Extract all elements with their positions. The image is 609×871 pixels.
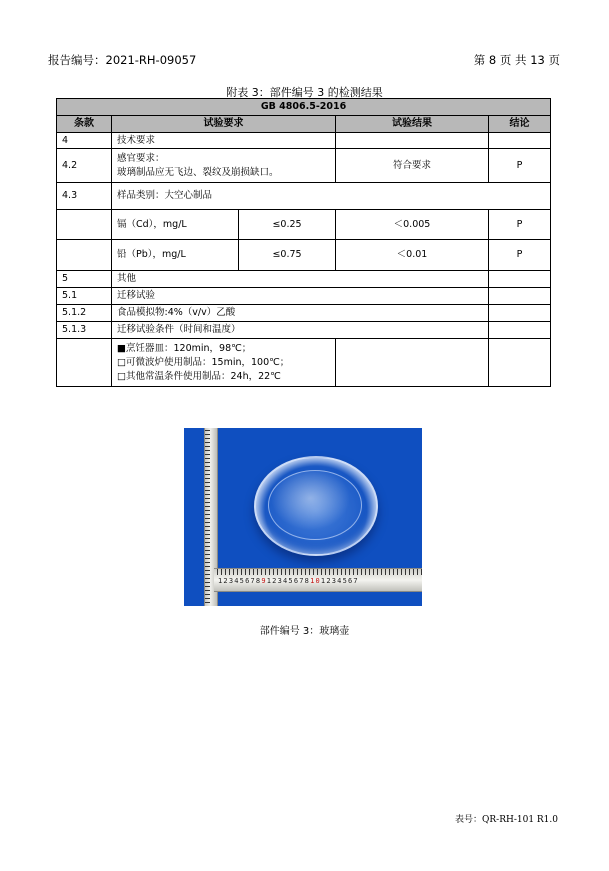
requirement-cell: 迁移试验条件（时间和温度）: [112, 322, 489, 339]
verdict-cell: [489, 133, 551, 149]
horizontal-ruler: [214, 568, 422, 592]
verdict-cell: [489, 339, 551, 387]
limit-cell: ≤0.25: [239, 210, 336, 240]
page-header: [48, 52, 560, 68]
standard-row: [57, 99, 551, 116]
requirement-line: 玻璃制品应无飞边、裂纹及崩损缺口。: [117, 166, 279, 178]
limit-cell: ≤0.75: [239, 240, 336, 271]
requirement-cell: 技术要求: [112, 133, 336, 149]
item-cell: 镉（Cd），mg/L: [112, 210, 239, 240]
col-clause: 条款: [57, 116, 112, 133]
col-result: 试验结果: [336, 116, 489, 133]
table-row: [57, 183, 551, 210]
table-caption: 附表 3：部件编号 3 的检测结果: [226, 86, 383, 99]
report-number: 报告编号：2021-RH-09057: [48, 53, 197, 67]
table-row: [57, 339, 551, 387]
table-row: [57, 322, 551, 339]
verdict-cell: [489, 288, 551, 305]
clause-cell: [57, 210, 112, 240]
conditions-cell: [112, 339, 336, 387]
condition-microwave: □可微波炉使用制品：15min，100℃；: [117, 356, 290, 368]
table-row: [57, 305, 551, 322]
result-cell: [336, 339, 489, 387]
sample-photo: [184, 428, 422, 606]
item-cell: 铅（Pb），mg/L: [112, 240, 239, 271]
clause-cell: 5.1: [57, 288, 112, 305]
results-table: [56, 98, 551, 387]
clause-cell: 5.1.2: [57, 305, 112, 322]
verdict-cell: P: [489, 240, 551, 271]
verdict-cell: [489, 271, 551, 288]
result-cell: 符合要求: [336, 149, 489, 183]
standard-title: GB 4806.5-2016: [57, 99, 551, 116]
photo-caption: 部件编号 3：玻璃壶: [259, 626, 350, 637]
verdict-cell: [489, 305, 551, 322]
requirement-cell: 样品类别：大空心制品: [112, 183, 551, 210]
clause-cell: 4.3: [57, 183, 112, 210]
condition-cooking: ■烹饪器皿：120min，98℃；: [117, 342, 252, 354]
result-cell: ＜0.01: [336, 240, 489, 271]
clause-cell: 4: [57, 133, 112, 149]
result-cell: ＜0.005: [336, 210, 489, 240]
result-cell: [336, 133, 489, 149]
table-row: [57, 149, 551, 183]
form-number: 表号：QR-RH-101 R1.0: [455, 815, 558, 825]
requirement-cell: 其他: [112, 271, 489, 288]
clause-cell: [57, 240, 112, 271]
condition-room-temp: □其他常温条件使用制品：24h，22℃: [117, 370, 281, 382]
clause-cell: 4.2: [57, 149, 112, 183]
table-row: [57, 210, 551, 240]
col-verdict: 结论: [489, 116, 551, 133]
table-row: [57, 240, 551, 271]
verdict-cell: P: [489, 210, 551, 240]
table-row: [57, 288, 551, 305]
clause-cell: 5: [57, 271, 112, 288]
requirement-cell: 食品模拟物:4%（v/v）乙酸: [112, 305, 489, 322]
clause-cell: 5.1.3: [57, 322, 112, 339]
glass-bowl-inner: [268, 470, 362, 540]
table-row: [57, 271, 551, 288]
page-info: 第 8 页 共 13 页: [473, 53, 560, 67]
verdict-cell: [489, 322, 551, 339]
requirement-line: 感官要求：: [117, 152, 165, 164]
requirement-cell: 迁移试验: [112, 288, 489, 305]
ruler-numbers: 12345678912345678101234567: [218, 577, 359, 585]
col-requirement: 试验要求: [112, 116, 336, 133]
table-row: [57, 133, 551, 149]
header-row: [57, 116, 551, 133]
clause-cell: [57, 339, 112, 387]
requirement-cell: [112, 149, 336, 183]
verdict-cell: P: [489, 149, 551, 183]
